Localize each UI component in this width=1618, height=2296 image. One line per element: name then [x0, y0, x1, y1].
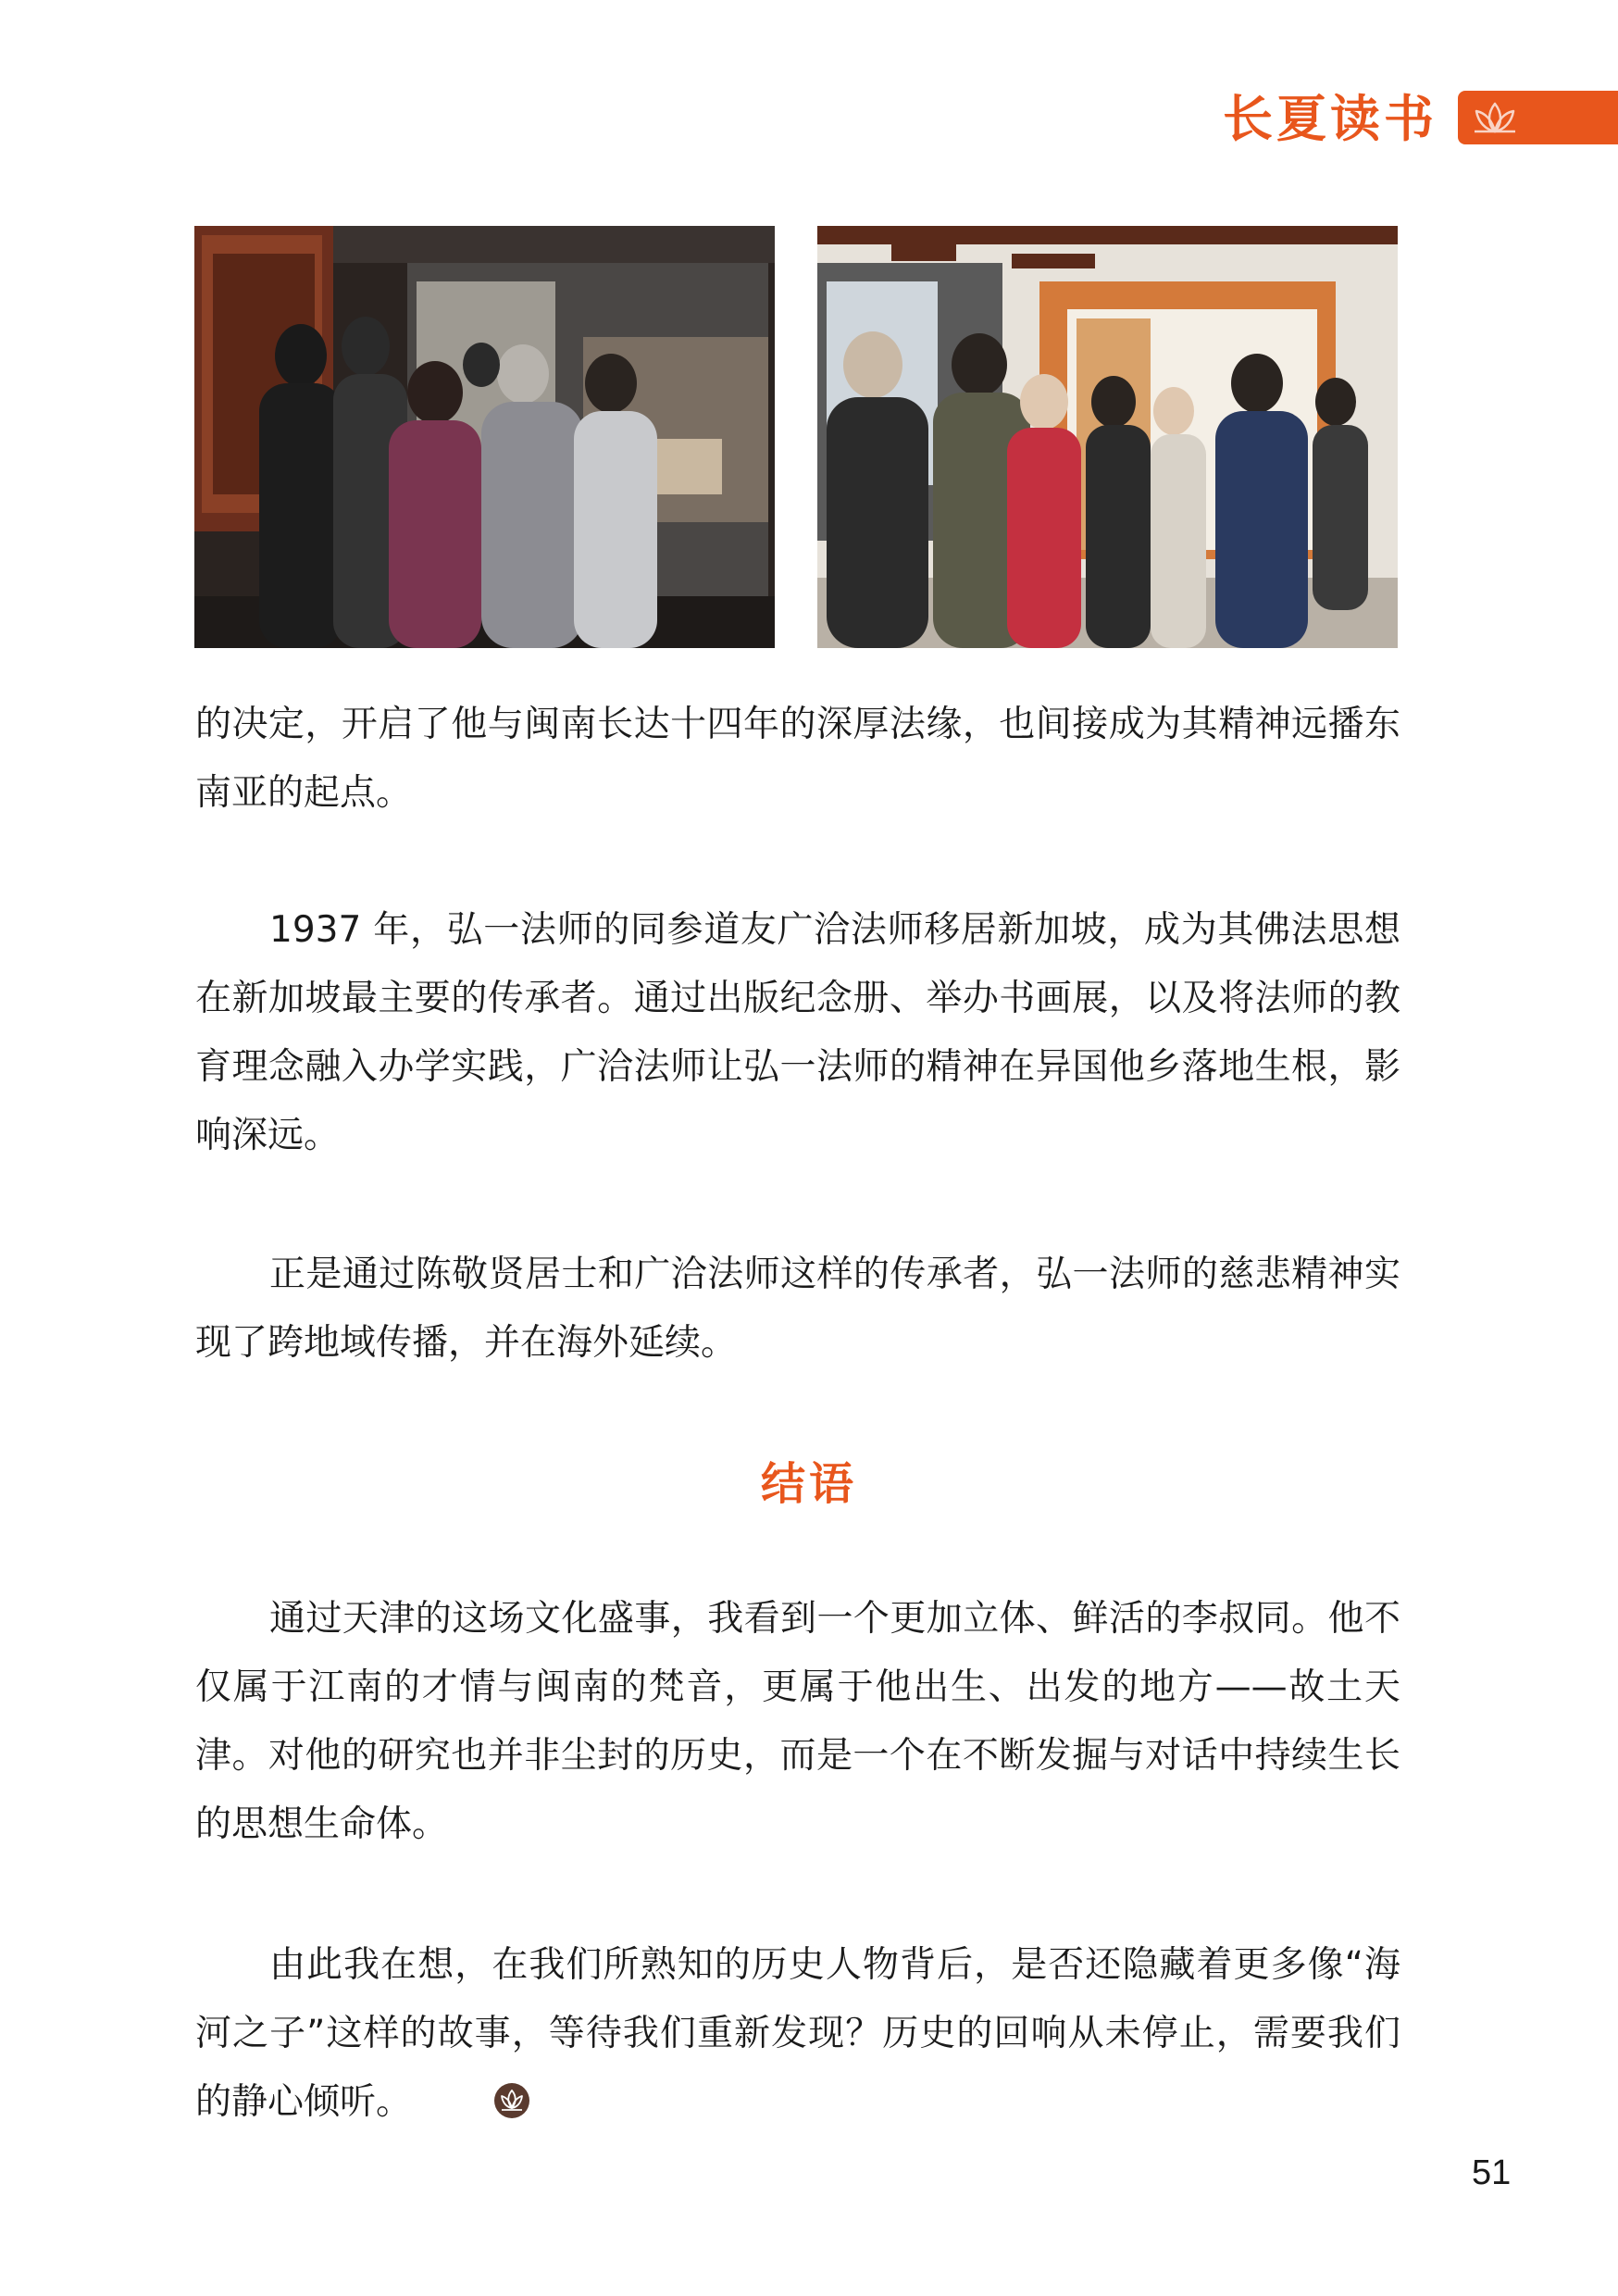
page-number: 51 — [1472, 2153, 1512, 2192]
paragraph-inheritors: 正是通过陈敬贤居士和广洽法师这样的传承者，弘一法师的慈悲精神实现了跨地域传播，并在海外延续。 — [195, 1254, 1400, 1364]
paragraph-conclusion-1: 通过天津的这场文化盛事，我看到一个更加立体、鲜活的李叔同。他不仅属于江南的才情与闽南的梵音，更属于他出生、出发的地方——故土天津。对他的研究也并非尘封的历史，而是一个在不断发掘与对话中持续生长的思想生命体。 — [195, 1598, 1400, 1845]
paragraph-continuation: 的决定，开启了他与闽南长达十四年的深厚法缘，也间接成为其精神远播东南亚的起点。 — [195, 704, 1400, 814]
photo-group-tour — [817, 226, 1398, 648]
section-header-title: 长夏读书 — [1223, 90, 1438, 148]
lotus-icon — [1467, 98, 1523, 137]
paragraph-conclusion-2 — [195, 1931, 1400, 2137]
lotus-end-icon — [419, 2074, 456, 2111]
paragraph-conclusion-2-text: 由此我在想，在我们所熟知的历史人物背后，是否还隐藏着更多像“海河之子”这样的故事，等待我们重新发现？历史的回响从未停止，需要我们的静心倾听。 — [195, 1944, 1400, 2123]
header-accent-bar — [1458, 91, 1618, 144]
section-heading-conclusion: 结语 — [760, 1458, 857, 1510]
photo-museum-gallery — [194, 226, 775, 648]
paragraph-guangqia: 1937 年，弘一法师的同参道友广洽法师移居新加坡，成为其佛法思想在新加坡最主要的传承者。通过出版纪念册、举办书画展，以及将法师的教育理念融入办学实践，广洽法师让弘一法师的精神在异国他乡落地生根，影响深远。 — [195, 909, 1400, 1156]
